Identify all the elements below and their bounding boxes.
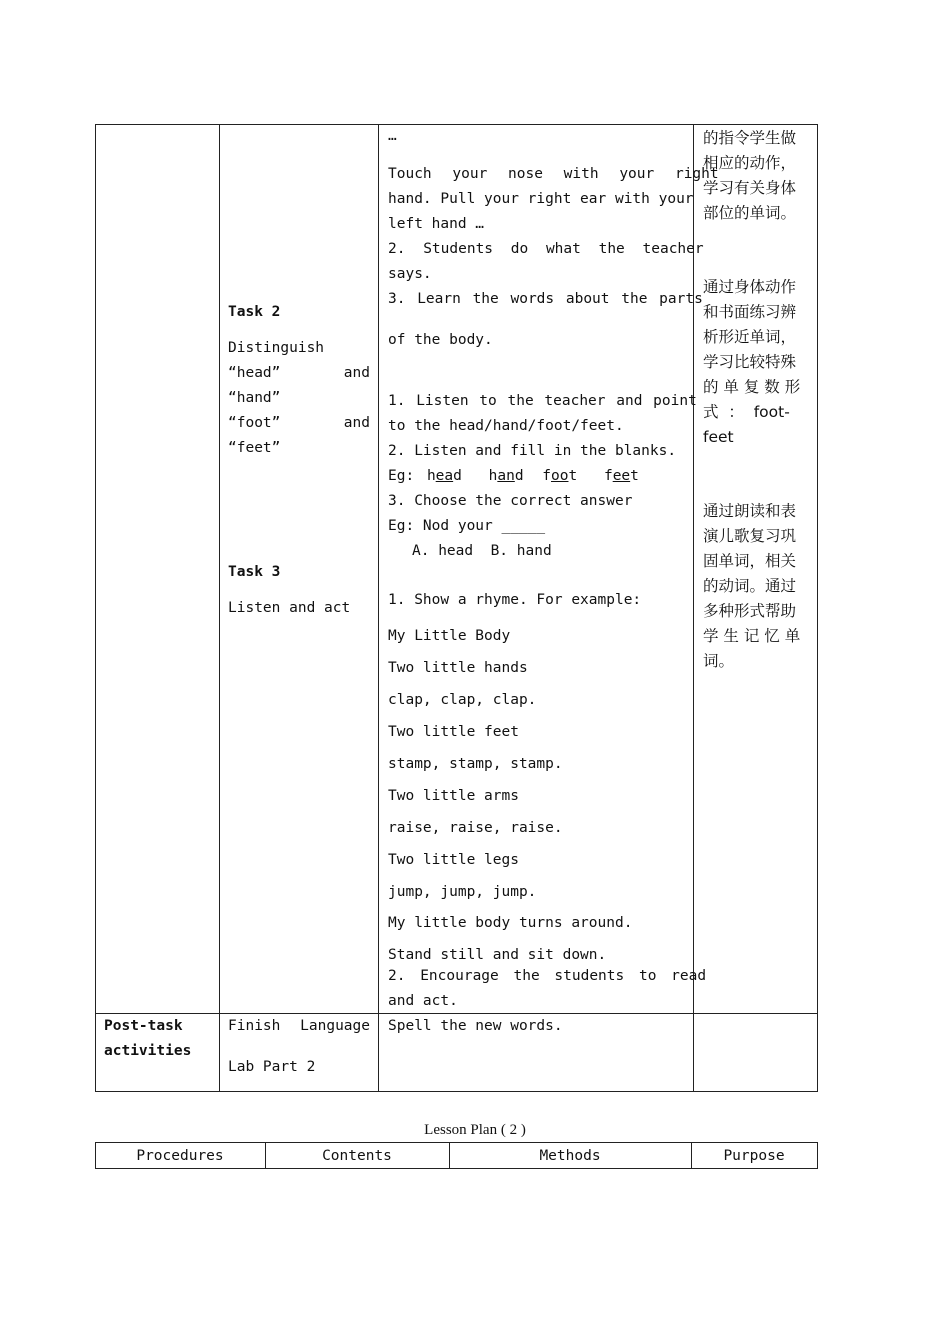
eg-word-feet: feet [603, 468, 639, 484]
rhyme-line: My little body turns around. [388, 915, 633, 931]
distinguish-line: Distinguish [228, 340, 325, 356]
purpose-line: 的指令学生做 [703, 129, 797, 147]
methods-line: 3. Choose the correct answer [388, 493, 633, 509]
purpose-line: 多种形式帮助 [703, 602, 797, 620]
word-and: and [343, 365, 370, 381]
methods-line: 2. Students do what the teacher [388, 241, 704, 257]
purpose-line: 学习有关身体 [703, 179, 797, 197]
header-methods: Methods [539, 1148, 601, 1164]
methods-line: hand. Pull your right ear with your [388, 191, 694, 207]
lesson-plan-caption: Lesson Plan ( 2 ) [424, 1122, 526, 1138]
procedure-activities: activities [104, 1043, 192, 1059]
purpose-line: 学习比较特殊 [703, 353, 797, 371]
word-feet: “feet” [228, 440, 281, 456]
header-contents: Contents [322, 1148, 392, 1164]
purpose-line: 的 单 复 数 形 [703, 378, 801, 396]
purpose-line: feet [703, 428, 734, 446]
word-head: “head” [228, 365, 281, 381]
rhyme-line: My Little Body [388, 628, 511, 644]
methods-line: Touch your nose with your right [388, 166, 719, 182]
methods-line: 3. Learn the words about the parts [388, 291, 703, 307]
rhyme-line: clap, clap, clap. [388, 692, 537, 708]
procedure-post-task: Post-task [104, 1018, 183, 1034]
rhyme-line: jump, jump, jump. [388, 884, 537, 900]
row2-contents-line1 [228, 1019, 370, 1034]
eg-fill-blanks [388, 469, 639, 484]
eg-prefix: Eg: [388, 468, 415, 484]
distinguish-head-and [228, 366, 370, 381]
rhyme-line: Two little arms [388, 788, 519, 804]
word-finish: Finish [228, 1018, 281, 1034]
eg-word-hand: hand [488, 468, 524, 484]
methods-line: of the body. [388, 332, 493, 348]
rhyme-line: raise, raise, raise. [388, 820, 563, 836]
purpose-line: 通过身体动作 [703, 278, 797, 296]
purpose-line: 通过朗读和表 [703, 502, 797, 520]
methods-line: and act. [388, 993, 458, 1009]
methods-line: A. head B. hand [412, 543, 552, 559]
methods-line: 2. Encourage the students to read [388, 968, 707, 984]
rhyme-line: Two little feet [388, 724, 519, 740]
purpose-line: 学 生 记 忆 单 [703, 627, 801, 645]
header-procedures: Procedures [136, 1148, 224, 1164]
task3-text: Listen and act [228, 600, 351, 616]
row2-methods: Spell the new words. [388, 1018, 563, 1034]
word-language: Language [300, 1018, 370, 1034]
task3-title: Task 3 [228, 564, 281, 580]
purpose-line: 和书面练习辨 [703, 303, 797, 321]
rhyme-line: Two little legs [388, 852, 519, 868]
purpose-line: 的动词。通过 [703, 577, 797, 595]
row2-contents-line2: Lab Part 2 [228, 1059, 316, 1075]
methods-line: 2. Listen and fill in the blanks. [388, 443, 677, 459]
purpose-line: 演儿歌复习巩 [703, 527, 797, 545]
word-and-2: and [343, 415, 370, 431]
rhyme-line: Two little hands [388, 660, 528, 676]
rhyme-line: Stand still and sit down. [388, 947, 607, 963]
rhyme-intro: 1. Show a rhyme. For example: [388, 592, 642, 608]
purpose-line: 固单词，相关 [703, 552, 797, 570]
purpose-line: 析形近单词， [703, 328, 797, 346]
eg-word-head: head [426, 468, 462, 484]
methods-line: Eg: Nod your _____ [388, 518, 546, 534]
purpose-line: 部位的单词。 [703, 204, 797, 222]
rhyme-line: stamp, stamp, stamp. [388, 756, 563, 772]
purpose-line: 词。 [703, 652, 735, 670]
word-hand: “hand” [228, 390, 281, 406]
distinguish-foot-and [228, 416, 370, 431]
eg-word-foot: foot [542, 468, 578, 484]
methods-ellipsis: … [388, 128, 397, 144]
word-foot: “foot” [228, 415, 281, 431]
methods-line: left hand … [388, 216, 485, 232]
purpose-line: 相应的动作， [703, 154, 797, 172]
methods-line: to the head/hand/foot/feet. [388, 418, 624, 434]
purpose-line: 式 ： foot- [703, 403, 790, 421]
header-purpose: Purpose [723, 1148, 785, 1164]
task2-title: Task 2 [228, 304, 281, 320]
methods-line: says. [388, 266, 432, 282]
methods-line: 1. Listen to the teacher and point [388, 393, 697, 409]
